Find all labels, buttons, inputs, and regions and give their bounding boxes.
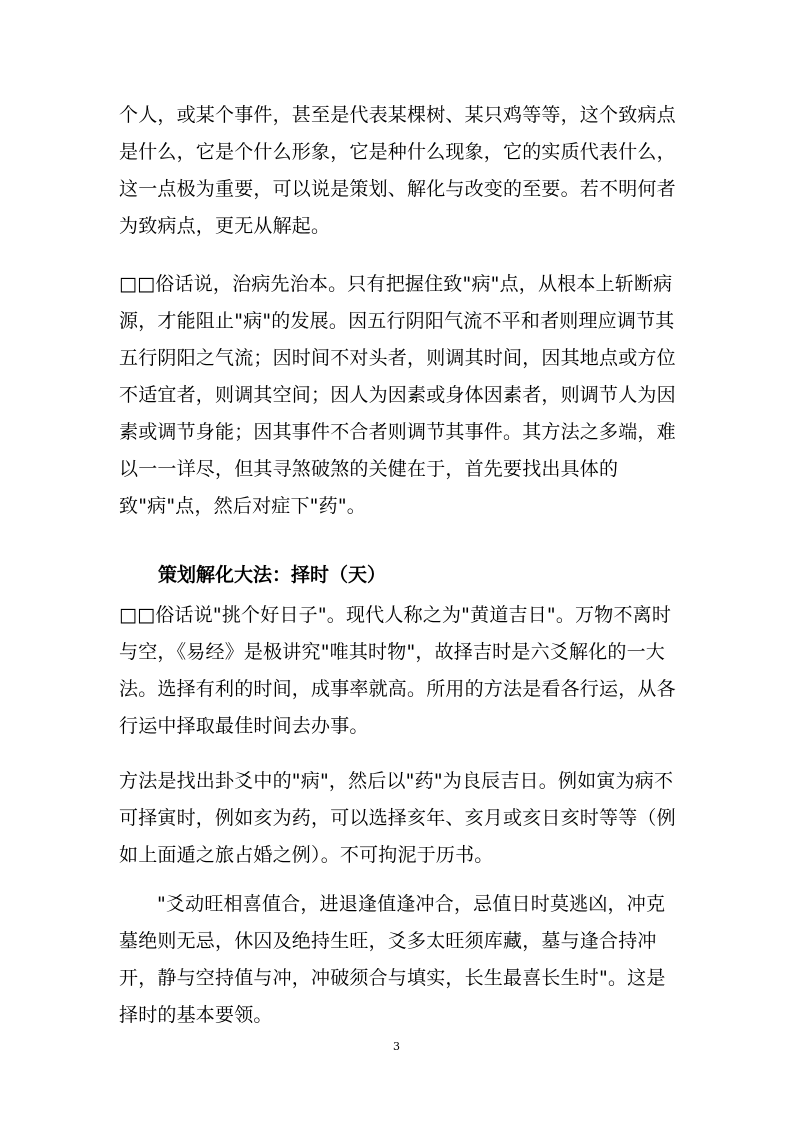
section-heading: 策划解化大法：择时（天） xyxy=(158,564,387,586)
paragraph-treat-root: □□俗话说，治病先治本。只有把握住致"病"点，从根本上斩断病源，才能阻止"病"的发展。因五行阴阳气流不平和者则理应调节其五行阴阳之气流；因时间不对头者，则调其时间，因其地点或方位不适宜者，则调其空间；因人为因素或身体因素者，则调节人为因素或调节身能；因其事件不合者则调节其事件。其方法之多端，难以一一详尽，但其寻煞破煞的关健在于，首先要找出具体的致"病"点，然后对症下"药"。 xyxy=(119,273,676,517)
paragraph-method: 方法是找出卦爻中的"病"，然后以"药"为良辰吉日。例如寅为病不可择寅时，例如亥为药，可以选择亥年、亥月或亥日亥时等等（例如上面遁之旅占婚之例）。不可拘泥于历书。 xyxy=(119,770,676,866)
paragraph-disease-point: 个人，或某个事件，甚至是代表某棵树、某只鸡等等，这个致病点是什么，它是个什么形象，它是种什么现象，它的实质代表什么，这一点极为重要，可以说是策划、解化与改变的至要。若不明何者为致病点，更无从解起。 xyxy=(119,104,676,237)
paragraph-auspicious-day: □□俗话说"挑个好日子"。现代人称之为"黄道吉日"。万物不离时与空，《易经》是极讲究"唯其时物"，故择吉时是六爻解化的一大法。选择有利的时间，成事率就高。所用的方法是看各行运，从各行运中择取最佳时间去办事。 xyxy=(119,604,676,737)
page-number: 3 xyxy=(393,1040,400,1053)
paragraph-verse: "爻动旺相喜值合，进退逢值逢冲合，忌值日时莫逃凶，冲克墓绝则无忌，休囚及绝持生旺，爻多太旺须库藏，墓与逢合持冲开，静与空持值与冲，冲破须合与填实，长生最喜长生时"。这是择时的基本要领。 xyxy=(119,893,666,1026)
